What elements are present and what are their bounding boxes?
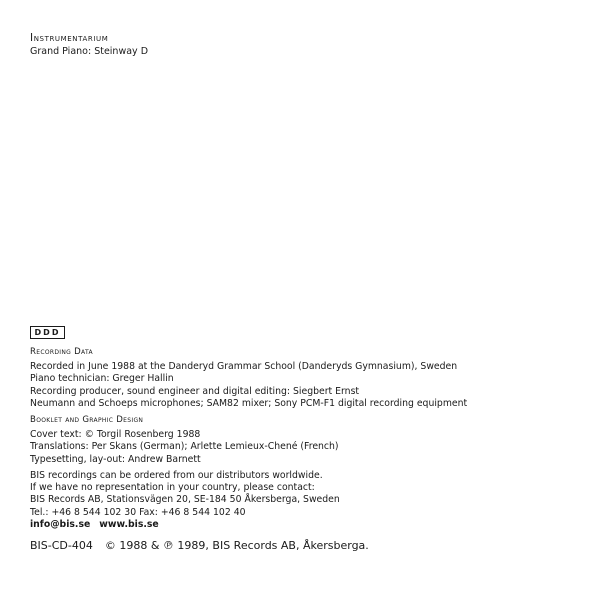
recording-data-heading: Recording Data [30,347,93,357]
ordering-line: BIS recordings can be ordered from our distributors worldwide. [30,470,323,481]
ordering-line: If we have no representation in your country, please contact: [30,482,315,494]
recording-line: Piano technician: Greger Hallin [30,373,174,385]
copyright-notice: © 1988 & ℗ 1989, BIS Records AB, Åkersberga. [104,539,369,552]
catalog-line [30,539,369,552]
recording-line: Recording producer, sound engineer and digital editing: Siegbert Ernst [30,385,360,397]
recording-line: Neumann and Schoeps microphones; SAM82 mixer; Sony PCM-F1 digital recording equipment [30,397,468,409]
ddd-badge: DDD [30,326,65,339]
booklet-line: Typesetting, lay-out: Andrew Barnett [30,453,201,465]
booklet-section [30,414,339,466]
email-link[interactable]: info@bis.se [30,518,91,530]
instrument-line: Grand Piano: Steinway D [30,46,149,57]
ordering-section [30,470,340,531]
ordering-line: BIS Records AB, Stationsvägen 20, SE-184 50 Åkersberga, Sweden [30,494,340,506]
recording-data-section [30,346,467,410]
recording-line: Recorded in June 1988 at the Danderyd Grammar School (Danderyds Gymnasium), Sweden [30,361,458,373]
booklet-line: Translations: Per Skans (German); Arlette Lemieux-Chené (French) [30,441,339,453]
ordering-line: Tel.: +46 8 544 102 30 Fax: +46 8 544 102 40 [30,506,246,518]
contact-line [30,519,340,531]
booklet-line: Cover text: © Torgil Rosenberg 1988 [30,429,201,441]
booklet-heading: Booklet and Graphic Design [30,415,144,425]
catalog-number: BIS-CD-404 [30,539,93,552]
instrumentarium-heading: Instrumentarium [30,32,109,44]
website-link[interactable]: www.bis.se [99,518,159,530]
